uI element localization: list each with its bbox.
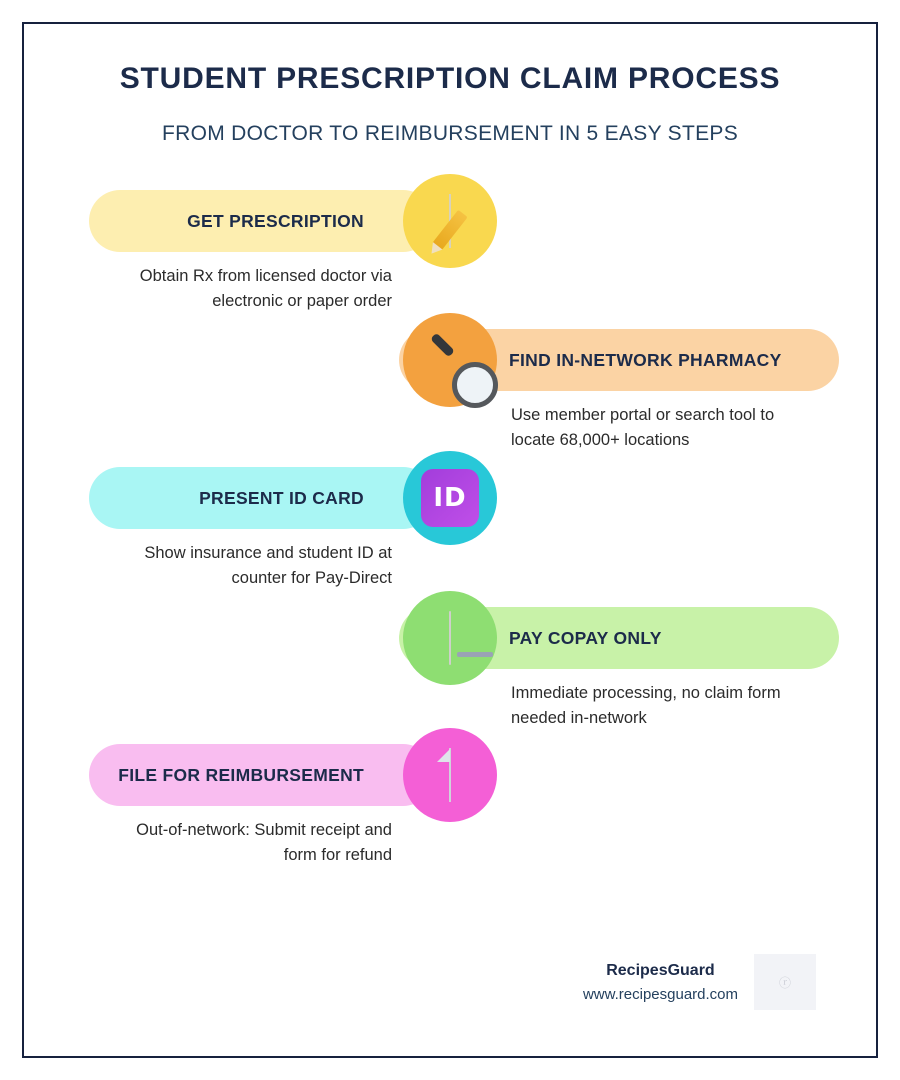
footer-text: [583, 962, 738, 1003]
footer: [583, 954, 816, 1010]
infographic-frame: [22, 22, 878, 1058]
id-card-icon: [421, 469, 479, 527]
brand-url[interactable]: www.recipesguard.com: [582, 985, 738, 1003]
document-icon: [449, 752, 451, 798]
page-subtitle: FROM DOCTOR TO REIMBURSEMENT IN 5 EASY STEPS: [161, 122, 739, 145]
step-5-icon-circle: [403, 728, 497, 822]
prescription-note-icon: [449, 198, 451, 244]
step-5-label: FILE FOR REIMBURSEMENT: [118, 764, 364, 785]
step-2-label: FIND IN-NETWORK PHARMACY: [509, 349, 782, 370]
header: [24, 24, 876, 146]
credit-card-icon: [449, 615, 451, 661]
step-4-icon-circle: [403, 591, 497, 685]
step-1-bar: [89, 190, 434, 252]
step-5-description: Out-of-network: Submit receipt and form for refund: [136, 821, 392, 864]
step-1-icon-circle: [403, 174, 497, 268]
steps-list: [24, 190, 876, 890]
step-3-bar: [89, 467, 434, 529]
logo-placeholder-icon: ⓡ: [754, 954, 816, 1010]
page-title: STUDENT PRESCRIPTION CLAIM PROCESS: [119, 62, 781, 95]
step-4-description: Immediate processing, no claim form needed in-network: [511, 684, 781, 727]
step-5-bar: [89, 744, 434, 806]
id-card-icon-text: ID: [421, 469, 479, 527]
brand-name: RecipesGuard: [606, 961, 715, 979]
step-4-label: PAY COPAY ONLY: [509, 627, 662, 648]
step-3-description: Show insurance and student ID at counter for Pay-Direct: [144, 544, 392, 587]
step-1-description: Obtain Rx from licensed doctor via electronic or paper order: [139, 267, 392, 310]
step-3-icon-circle: [403, 451, 497, 545]
step-3-label: PRESENT ID CARD: [199, 487, 364, 508]
step-2-description: Use member portal or search tool to locate 68,000+ locations: [511, 406, 775, 449]
step-1-label: GET PRESCRIPTION: [187, 210, 364, 231]
step-2-icon-circle: [403, 313, 497, 407]
